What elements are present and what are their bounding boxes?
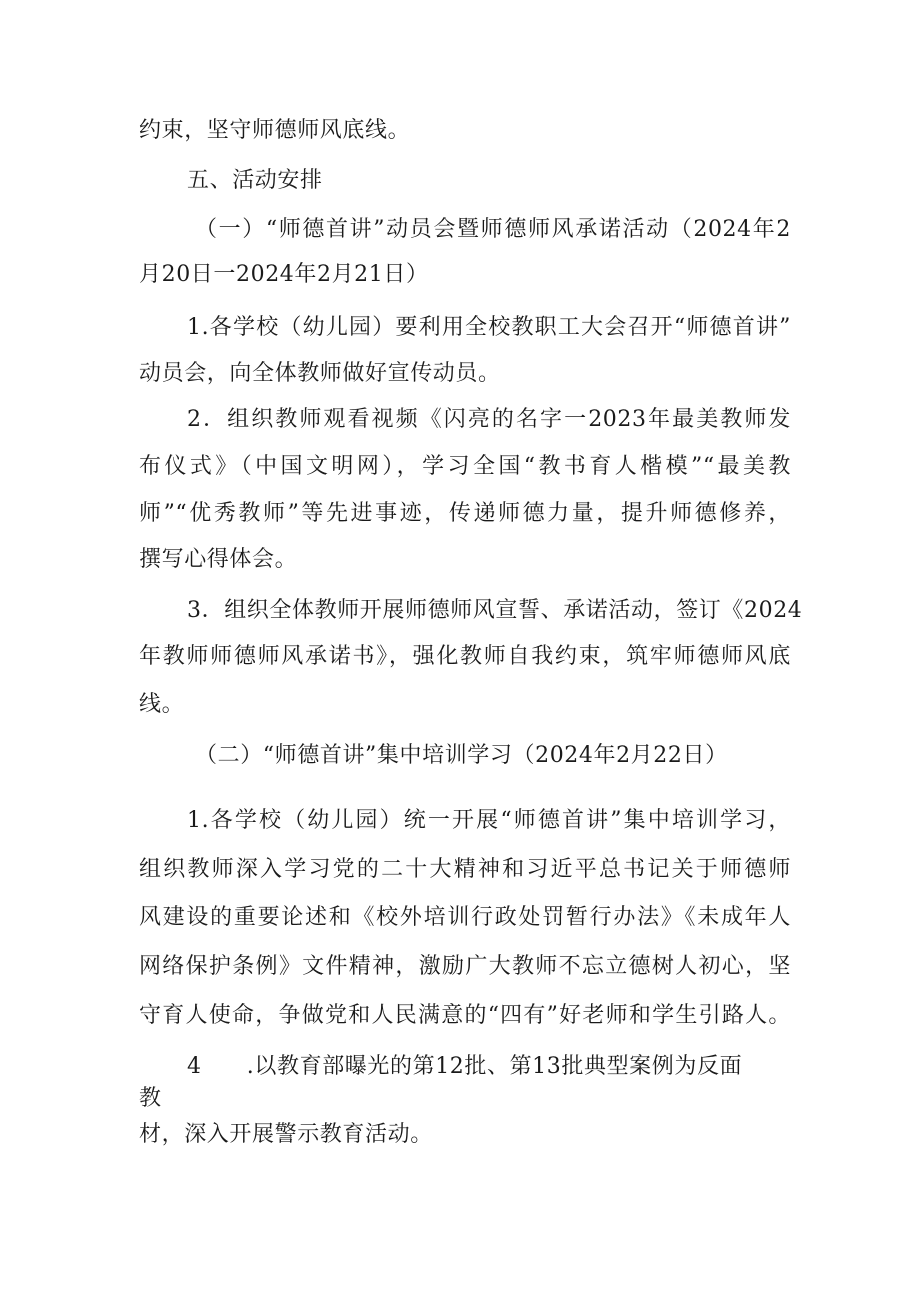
paragraph-line: 材，深入开展警示教育活动。 <box>139 1122 433 1147</box>
paragraph-line: 动员会，向全体教师做好宣传动员。 <box>139 361 501 386</box>
paragraph-line: 2．组织教师观看视频《闪亮的名字一2023年最美教师发 <box>187 407 791 432</box>
paragraph-line: 组织教师深入学习党的二十大精神和习近平总书记关于师德师 <box>139 857 791 882</box>
subsection-heading: （二）“师德首讲”集中培训学习（2024年2月22日） <box>195 743 728 768</box>
paragraph-line: 1.各学校（幼儿园）要利用全校教职工大会召开“师德首讲” <box>187 315 791 340</box>
section-heading: 五、活动安排 <box>187 168 323 193</box>
paragraph-line: 约束，坚守师德师风底线。 <box>139 118 411 143</box>
paragraph-line: 撰写心得体会。 <box>139 547 298 572</box>
paragraph-line: 网络保护条例》文件精神，激励广大教师不忘立德树人初心，坚 <box>139 954 791 979</box>
paragraph-line: 教 <box>139 1086 162 1111</box>
subsection-heading-continued: 月20日一2024年2月21日） <box>139 262 429 287</box>
paragraph-line: 风建设的重要论述和《校外培训行政处罚暂行办法》《未成年人 <box>139 905 791 930</box>
paragraph-line: 线。 <box>139 692 185 717</box>
paragraph-line: 年教师师德师风承诺书》，强化教师自我约束，筑牢师德师风底 <box>139 644 791 669</box>
paragraph-line: 守育人使命，争做党和人民满意的“四有”好老师和学生引路人。 <box>139 1003 791 1028</box>
paragraph-line: 4 .以教育部曝光的第12批、第13批典型案例为反面 <box>187 1054 743 1079</box>
paragraph-line: 3．组织全体教师开展师德师风宣誓、承诺活动，签订《2024 <box>187 598 803 623</box>
paragraph-line: 师”“优秀教师”等先进事迹，传递师德力量，提升师德修养， <box>139 501 791 526</box>
paragraph-line: 1.各学校（幼儿园）统一开展“师德首讲”集中培训学习， <box>187 808 791 833</box>
subsection-heading: （一）“师德首讲”动员会暨师德师风承诺活动（2024年2 <box>195 217 791 242</box>
paragraph-line: 布仪式》（中国文明网），学习全国“教书育人楷模”“最美教 <box>139 454 791 479</box>
